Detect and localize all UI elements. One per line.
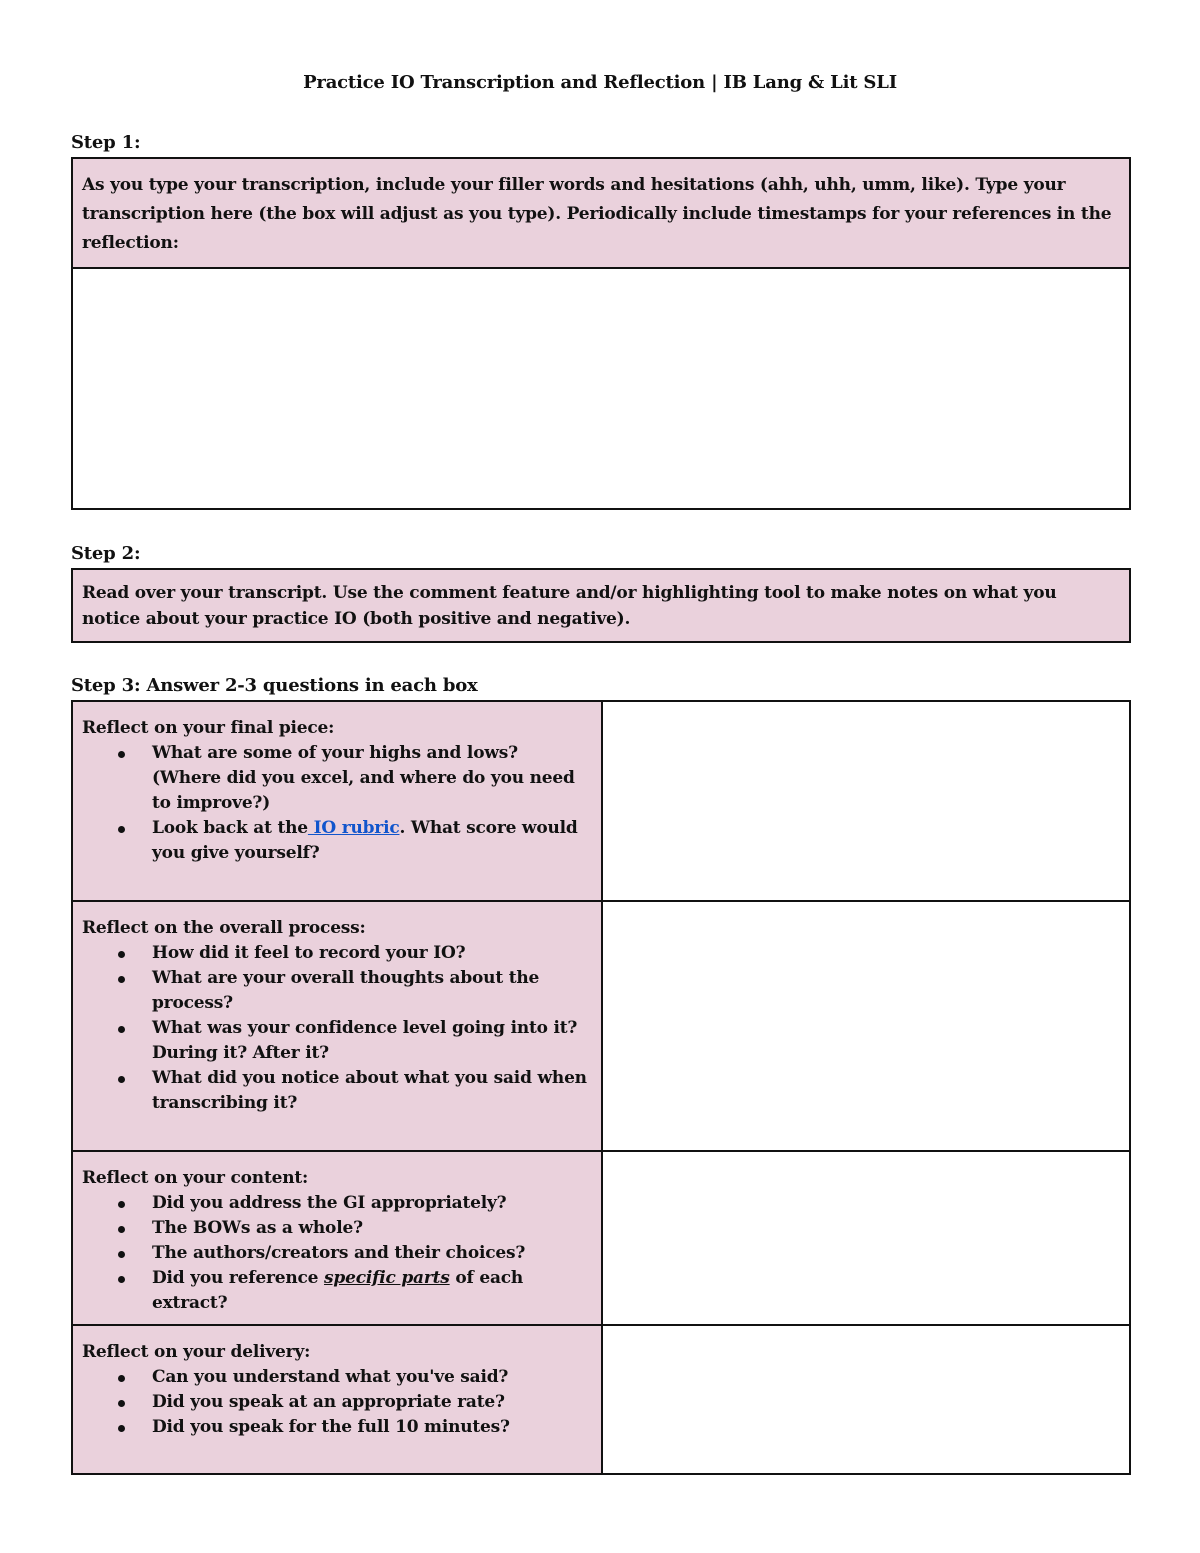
- step1-instructions: As you type your transcription, include your filler words and hesitations (ahh, uhh, umm, like). Type your transcription here (the box will adjust as you type). Periodically include timestamps for your references in the reflection:: [73, 159, 1129, 269]
- list-item: [152, 816, 592, 866]
- bullet-text: Did you reference: [152, 1268, 325, 1288]
- list-item: Did you address the GI appropriately?: [152, 1191, 592, 1216]
- list-item: What did you notice about what you said when transcribing it?: [152, 1066, 592, 1116]
- bullet-text: of each extract?: [152, 1268, 524, 1313]
- final-piece-prompt: [72, 701, 602, 901]
- prompt-bullets: [82, 941, 592, 1116]
- table-row: [72, 1151, 1130, 1325]
- step2-label: Step 2:: [71, 543, 141, 564]
- bullet-text: . What score would you give yourself?: [152, 818, 578, 863]
- table-row: [72, 701, 1130, 901]
- list-item: How did it feel to record your IO?: [152, 941, 592, 966]
- step1-box: [71, 157, 1131, 510]
- reflection-table: [71, 700, 1131, 1475]
- content-answer-box[interactable]: [602, 1151, 1130, 1325]
- list-item: The BOWs as a whole?: [152, 1216, 592, 1241]
- prompt-title: Reflect on your content:: [82, 1168, 309, 1188]
- page-title: Practice IO Transcription and Reflection | IB Lang & Lit SLI: [303, 72, 897, 93]
- prompt-title: Reflect on your final piece:: [82, 718, 335, 738]
- step2-box: [71, 568, 1131, 643]
- io-rubric-link[interactable]: IO rubric: [307, 818, 400, 838]
- list-item: What are some of your highs and lows? (Where did you excel, and where do you need to improve?): [152, 741, 592, 816]
- step1-label: Step 1:: [71, 132, 141, 153]
- list-item: Did you speak for the full 10 minutes?: [152, 1415, 592, 1440]
- prompt-bullets: [82, 1365, 592, 1440]
- prompt-title: Reflect on the overall process:: [82, 918, 366, 938]
- transcription-area[interactable]: [73, 269, 1129, 506]
- step2-instructions: Read over your transcript. Use the comment feature and/or highlighting tool to make notes on what you notice about your practice IO (both positive and negative).: [82, 583, 1057, 629]
- list-item: What was your confidence level going into it? During it? After it?: [152, 1016, 592, 1066]
- bullet-text: Look back at the: [152, 818, 308, 838]
- table-row: [72, 1325, 1130, 1474]
- content-prompt: [72, 1151, 602, 1325]
- list-item: What are your overall thoughts about the process?: [152, 966, 592, 1016]
- prompt-title: Reflect on your delivery:: [82, 1342, 311, 1362]
- list-item: [152, 1266, 592, 1316]
- list-item: Can you understand what you've said?: [152, 1365, 592, 1390]
- step3-label: Step 3: Answer 2-3 questions in each box: [71, 675, 478, 696]
- table-row: [72, 901, 1130, 1151]
- delivery-answer-box[interactable]: [602, 1325, 1130, 1474]
- prompt-bullets: [82, 1191, 592, 1316]
- delivery-prompt: [72, 1325, 602, 1474]
- final-piece-answer-box[interactable]: [602, 701, 1130, 901]
- overall-process-prompt: [72, 901, 602, 1151]
- prompt-bullets: [82, 741, 592, 866]
- specific-parts-emphasis: specific parts: [324, 1268, 450, 1288]
- overall-process-answer-box[interactable]: [602, 901, 1130, 1151]
- list-item: Did you speak at an appropriate rate?: [152, 1390, 592, 1415]
- list-item: The authors/creators and their choices?: [152, 1241, 592, 1266]
